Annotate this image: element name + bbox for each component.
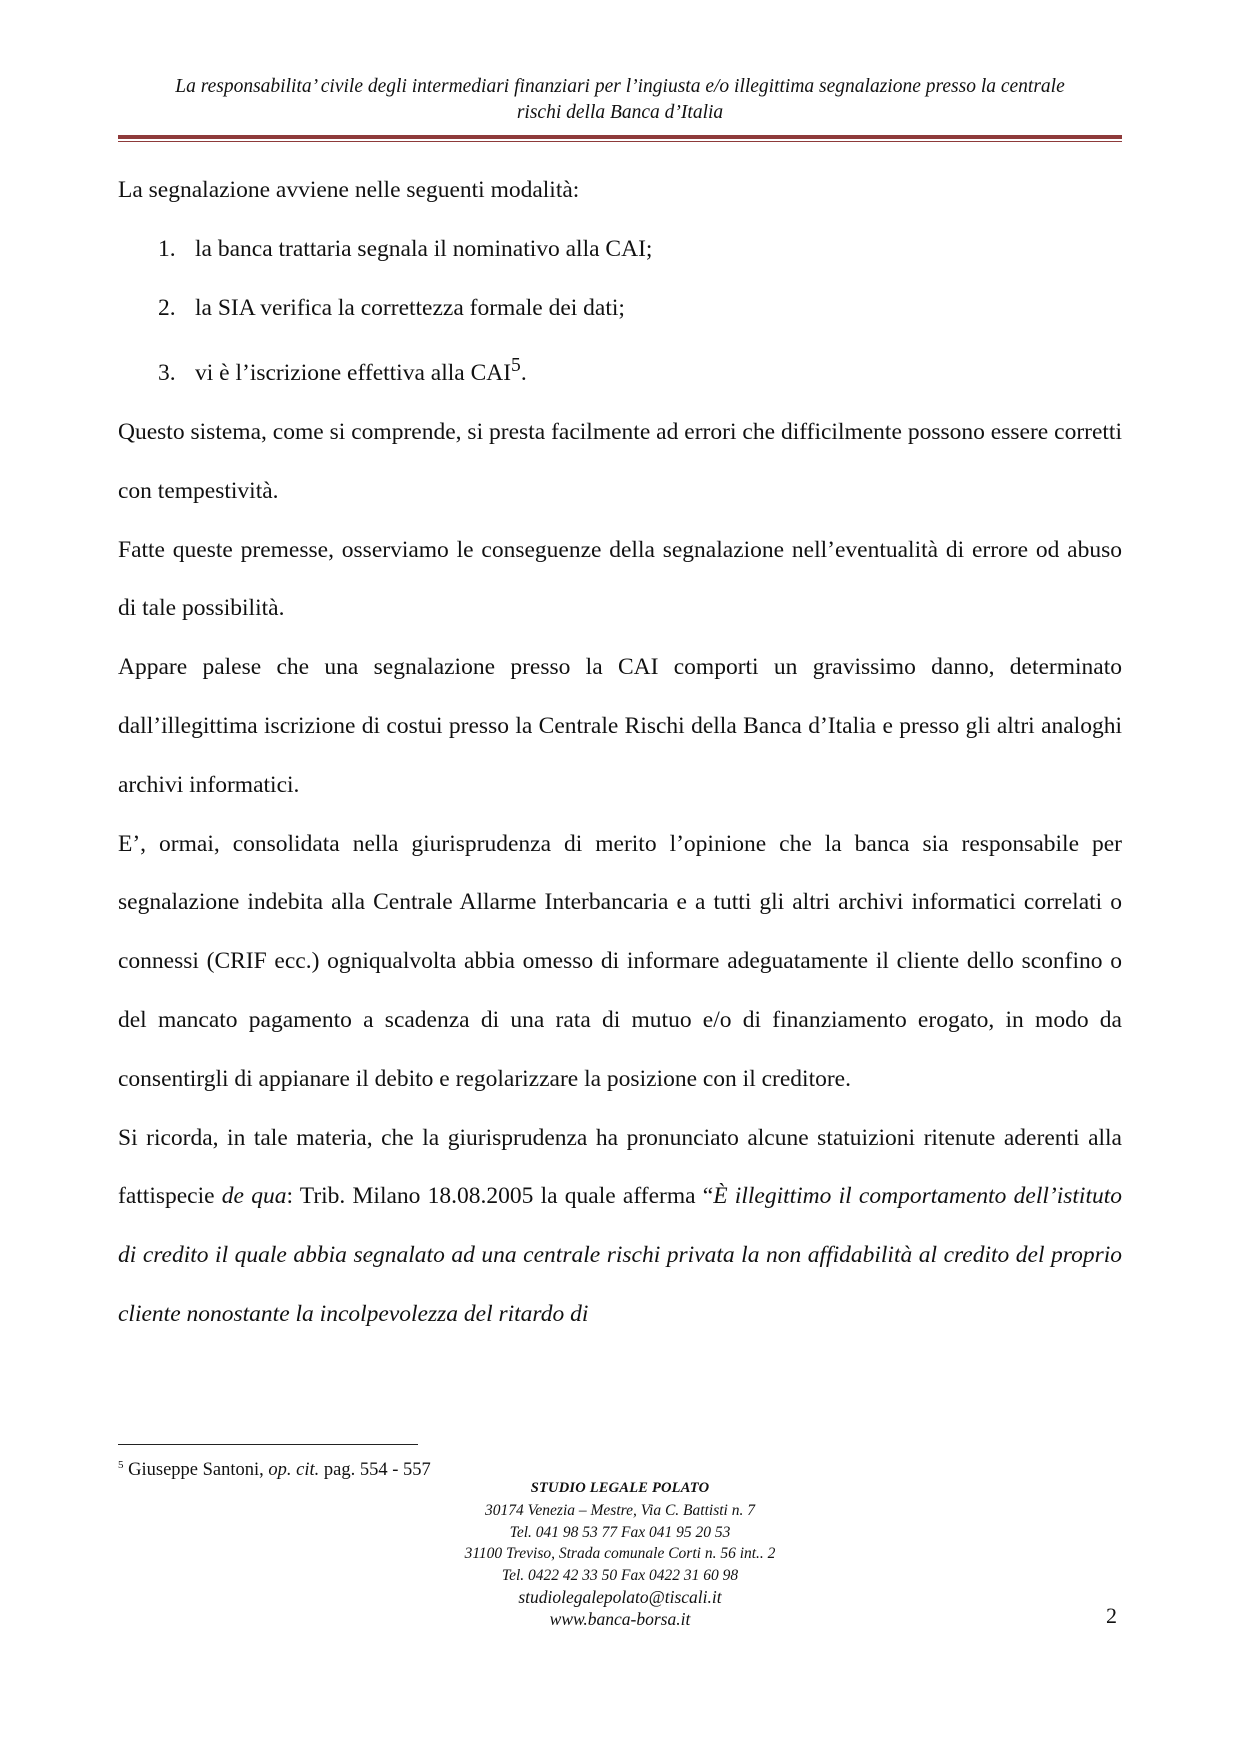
list-item-number: 2.: [158, 294, 176, 321]
page-number: 2: [1106, 1603, 1117, 1628]
firm-name: STUDIO LEGALE POLATO: [530, 1480, 710, 1496]
footnote-reference[interactable]: 5: [511, 355, 521, 377]
website-link[interactable]: www.banca-borsa.it: [549, 1608, 691, 1629]
footnote-separator: [118, 1444, 418, 1445]
list-item-text: la SIA verifica la correttezza formale dei dati;: [195, 294, 625, 321]
address-line: 31100 Treviso, Strada comunale Corti n. 56 int.. 2: [464, 1545, 776, 1563]
intro-paragraph: La segnalazione avviene nelle seguenti modalità:: [118, 177, 580, 203]
running-header: [118, 74, 1122, 126]
footnote-pages: pag. 554 - 557: [319, 1460, 431, 1481]
paragraph: Appare palese che una segnalazione presso la CAI comporti un gravissimo danno, determinato dall’illegittima iscrizione di costui presso la Centrale Rischi della Banca d’Italia e presso gli altri analoghi archivi informatici.: [118, 654, 1122, 798]
header-line-2: rischi della Banca d’Italia: [516, 102, 724, 123]
paragraph: E’, ormai, consolidata nella giurisprudenza di merito l’opinione che la banca sia responsabile per segnalazione indebita alla Centrale Allarme Interbancaria e a tutti gli altri archivi informatici correlati o connessi (CRIF ecc.) ogniqualvolta abbia omesso di informare adeguatamente il cliente dello sconfino o del mancato pagamento a scadenza di una rata di mutuo e/o di finanziamento erogato, in modo da consentirgli di appianare il debito e regolarizzare la posizione con il creditore.: [118, 830, 1122, 1092]
address-line: 30174 Venezia – Mestre, Via C. Battisti n. 7: [485, 1501, 755, 1519]
paragraph-text: Si ricorda, in tale materia, che la giurisprudenza ha pronunciato alcune statuizioni ritenute aderenti alla fattispecie: [118, 1124, 1122, 1210]
list-item-number: 1.: [158, 235, 176, 262]
court-quote: È illegittimo il comportamento dell’istituto di credito il quale abbia segnalato ad una centrale rischi privata la non affidabilità al credito del proprio cliente nonostante la incolpevolezza del ritardo di: [118, 1183, 1123, 1327]
email-link[interactable]: studiolegalepolato@tiscali.it: [518, 1586, 722, 1607]
list-item-number: 3.: [158, 360, 176, 387]
phone-line: Tel. 041 98 53 77 Fax 041 95 20 53: [509, 1523, 731, 1541]
list-item-text: vi è l’iscrizione effettiva alla CAI: [195, 360, 512, 387]
main-text: [118, 161, 1122, 1344]
footnote-ref: op. cit.: [268, 1460, 320, 1481]
paragraph-text: : Trib. Milano 18.08.2005 la quale afferma “: [286, 1183, 714, 1210]
list-item: [158, 220, 1122, 279]
firm-footer: [320, 1478, 920, 1631]
latin-term: de qua: [221, 1183, 287, 1210]
phone-line: Tel. 0422 42 33 50 Fax 0422 31 60 98: [501, 1567, 739, 1585]
footnote-number: 5: [118, 1459, 124, 1471]
list-item: [158, 337, 1122, 403]
steps-list: [118, 220, 1122, 403]
paragraph: Fatte queste premesse, osserviamo le conseguenze della segnalazione nell’eventualità di errore od abuso di tale possibilità.: [118, 536, 1122, 622]
list-item-text: la banca trattaria segnala il nominativo alla CAI;: [195, 235, 653, 262]
list-item: [158, 279, 1122, 338]
footnote-author: Giuseppe Santoni,: [123, 1460, 269, 1481]
header-line-1: La responsabilita’ civile degli intermediari finanziari per l’ingiusta e/o illegittima segnalazione presso la centrale: [175, 76, 1065, 97]
header-rule-thin: [118, 141, 1122, 142]
paragraph: [118, 1109, 1122, 1344]
list-item-punctuation: .: [520, 360, 527, 387]
header-rule-thick: [118, 135, 1122, 139]
paragraph: Questo sistema, come si comprende, si presta facilmente ad errori che difficilmente possono essere corretti con tempestività.: [118, 419, 1122, 504]
